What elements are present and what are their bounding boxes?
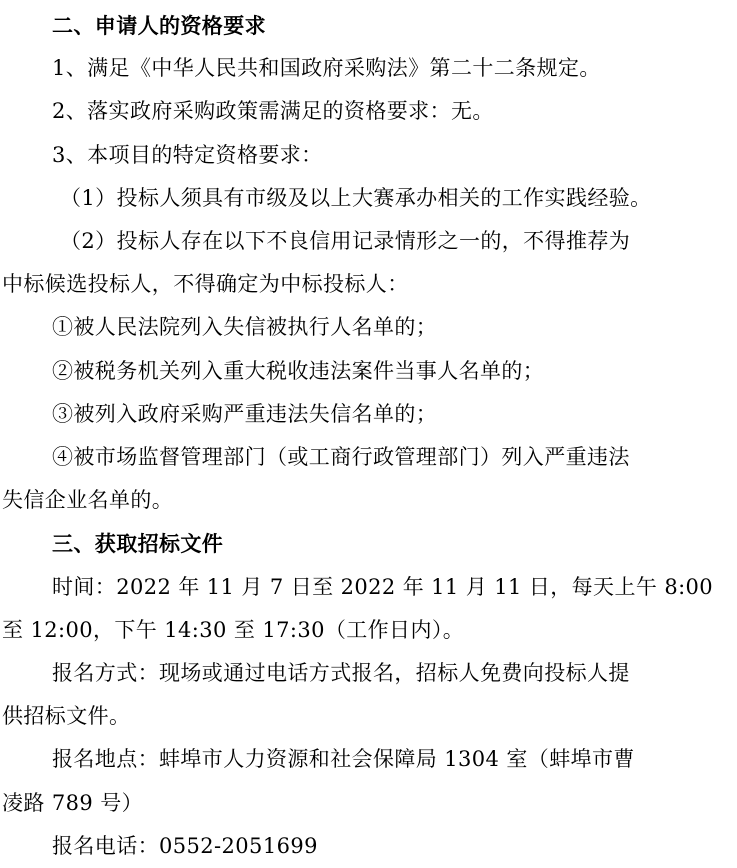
registration-method-line1: 报名方式：现场或通过电话方式报名，招标人免费向投标人提 bbox=[52, 661, 630, 686]
time-line2: 至 12:00，下午 14:30 至 17:30（工作日内）。 bbox=[2, 617, 465, 642]
qualification-item-3: 3、本项目的特定资格要求： bbox=[52, 142, 323, 167]
registration-phone: 报名电话：0552-2051699 bbox=[52, 833, 318, 858]
time-line1: 时间：2022 年 11 月 7 日至 2022 年 11 月 11 日，每天上午 8:00 bbox=[52, 574, 714, 599]
credit-item-4-line1: ④被市场监督管理部门（或工商行政管理部门）列入严重违法 bbox=[52, 445, 630, 470]
credit-item-3: ③被列入政府采购严重违法失信名单的； bbox=[52, 401, 438, 426]
registration-place-line1: 报名地点：蚌埠市人力资源和社会保障局 1304 室（蚌埠市曹 bbox=[52, 747, 635, 772]
section-heading-qualifications: 二、申请人的资格要求 bbox=[52, 13, 266, 38]
qualification-item-2: 2、落实政府采购政策需满足的资格要求：无。 bbox=[52, 99, 494, 124]
specific-requirement-1: （1）投标人须具有市级及以上大赛承办相关的工作实践经验。 bbox=[60, 185, 652, 210]
specific-requirement-2-line2: 中标候选投标人，不得确定为中标投标人： bbox=[2, 272, 409, 297]
specific-requirement-2-line1: （2）投标人存在以下不良信用记录情形之一的，不得推荐为 bbox=[60, 229, 631, 254]
credit-item-1: ①被人民法院列入失信被执行人名单的； bbox=[52, 315, 438, 340]
credit-item-2: ②被税务机关列入重大税收违法案件当事人名单的； bbox=[52, 358, 545, 383]
section-heading-bid-documents: 三、获取招标文件 bbox=[52, 531, 224, 557]
registration-method-line2: 供招标文件。 bbox=[2, 704, 131, 729]
registration-place-line2: 凌路 789 号） bbox=[2, 790, 144, 815]
credit-item-4-line2: 失信企业名单的。 bbox=[2, 488, 174, 513]
qualification-item-1: 1、满足《中华人民共和国政府采购法》第二十二条规定。 bbox=[52, 56, 601, 81]
